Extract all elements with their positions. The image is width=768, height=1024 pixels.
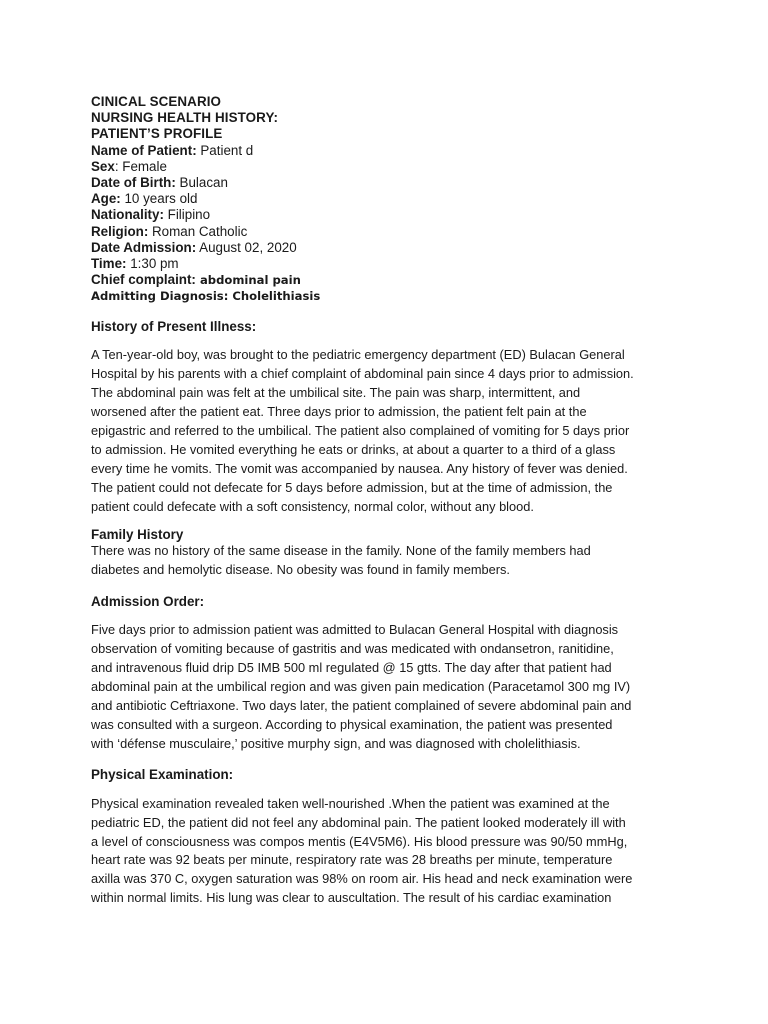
field-time xyxy=(91,256,691,272)
field-label: Date of Birth: xyxy=(91,175,176,191)
field-value: Bulacan xyxy=(175,175,228,191)
field-name xyxy=(91,143,691,159)
field-value: August 02, 2020 xyxy=(196,239,297,255)
text-line: heart rate was 92 beats per minute, respiratory rate was 28 breaths per minute, temperature xyxy=(91,852,613,868)
field-dob xyxy=(91,175,691,191)
document-subtitle: NURSING HEALTH HISTORY: xyxy=(91,110,279,126)
field-value: abdominal pain xyxy=(195,273,301,288)
text-line: The patient could not defecate for 5 days before admission, but at the time of admission, the xyxy=(91,480,613,496)
text-line: Five days prior to admission patient was admitted to Bulacan General Hospital with diagnosis xyxy=(91,621,619,637)
text-line: worsened after the patient eat. Three days prior to admission, the patient felt pain at the xyxy=(91,404,587,420)
text-line: within normal limits. His lung was clear to auscultation. The result of his cardiac examination xyxy=(91,890,612,906)
field-label: Nationality: xyxy=(91,207,164,223)
text-line: and antibiotic Ceftriaxone. Two days later, the patient complained of severe abdominal pain and xyxy=(91,697,632,713)
field-value: Patient d xyxy=(196,142,254,158)
field-religion xyxy=(91,224,691,240)
field-nationality xyxy=(91,207,691,223)
text-line: to admission. He vomited everything he eats or drinks, at about a quarter to a third of a glass xyxy=(91,442,616,458)
field-sex xyxy=(91,159,691,175)
field-chief-complaint xyxy=(91,272,691,288)
text-line: abdominal pain at the umbilical region and was given pain medication (Paracetamol 300 mg IV) xyxy=(91,678,631,694)
text-line: every time he vomits. The vomit was accompanied by nausea. Any history of fever was denied. xyxy=(91,461,628,477)
field-label: Name of Patient: xyxy=(91,142,197,158)
document-title: CINICAL SCENARIO xyxy=(91,94,222,109)
text-line: A Ten-year-old boy, was brought to the pediatric emergency department (ED) Bulacan General xyxy=(91,347,625,363)
field-label: Religion: xyxy=(91,223,149,239)
section-title-hpi: History of Present Illness: xyxy=(91,319,257,335)
field-label: Chief complaint: xyxy=(91,272,196,288)
field-age xyxy=(91,191,691,207)
text-line: epigastric and referred to the umbilical. The patient also complained of vomiting for 5 days prior xyxy=(91,423,630,439)
section-title-family: Family History xyxy=(91,527,184,543)
text-line: and intravenous fluid drip D5 IMB 500 ml regulated @ 15 gtts. The day after that patient had xyxy=(91,659,612,675)
paragraph-physical xyxy=(91,795,691,909)
field-value: Filipino xyxy=(163,207,211,223)
paragraph-hpi xyxy=(91,346,691,517)
text-line: The abdominal pain was felt at the umbilical site. The pain was sharp, intermittent, and xyxy=(91,385,581,401)
field-value: 1:30 pm xyxy=(126,256,179,272)
profile-heading: PATIENT’S PROFILE xyxy=(91,126,223,142)
paragraph-family xyxy=(91,542,691,580)
field-label: Admitting Diagnosis: xyxy=(91,289,229,304)
field-label: Time: xyxy=(91,256,127,272)
section-title-admission: Admission Order: xyxy=(91,593,205,609)
text-line: patient could defecate with a soft consistency, normal color, without any blood. xyxy=(91,499,534,515)
text-line: diabetes and hemolytic disease. No obesity was found in family members. xyxy=(91,561,510,577)
field-label: Date Admission: xyxy=(91,239,197,255)
text-line: axilla was 370 C, oxygen saturation was 98% on room air. His head and neck examination were xyxy=(91,871,633,887)
field-admitting-diagnosis xyxy=(91,288,691,305)
field-value: 10 years old xyxy=(120,191,198,207)
text-line: observation of vomiting because of gastritis and was medicated with ondansetron, ranitidine, xyxy=(91,640,614,656)
field-label: Age: xyxy=(91,191,121,207)
text-line: pediatric ED, the patient did not feel any abdominal pain. The patient looked moderately ill with xyxy=(91,814,626,830)
text-line: There was no history of the same disease in the family. None of the family members had xyxy=(91,543,591,559)
text-line: with ‘défense musculaire,’ positive murphy sign, and was diagnosed with cholelithiasis. xyxy=(91,735,581,751)
section-title-physical: Physical Examination: xyxy=(91,766,234,782)
field-admission-date xyxy=(91,240,691,256)
text-line: Physical examination revealed taken well-nourished .When the patient was examined at the xyxy=(91,795,610,811)
text-line: a level of consciousness was compos mentis (E4V5M6). His blood pressure was 90/50 mmHg, xyxy=(91,833,628,849)
document-page xyxy=(91,94,691,908)
paragraph-admission xyxy=(91,621,691,754)
field-label: Sex xyxy=(91,158,115,174)
text-line: Hospital by his parents with a chief complaint of abdominal pain since 4 days prior to admission. xyxy=(91,366,634,382)
field-value: Cholelithiasis xyxy=(228,289,321,304)
text-line: was consulted with a surgeon. According to physical examination, the patient was presented xyxy=(91,716,613,732)
field-value: Roman Catholic xyxy=(148,223,248,239)
field-value: : Female xyxy=(114,158,167,174)
